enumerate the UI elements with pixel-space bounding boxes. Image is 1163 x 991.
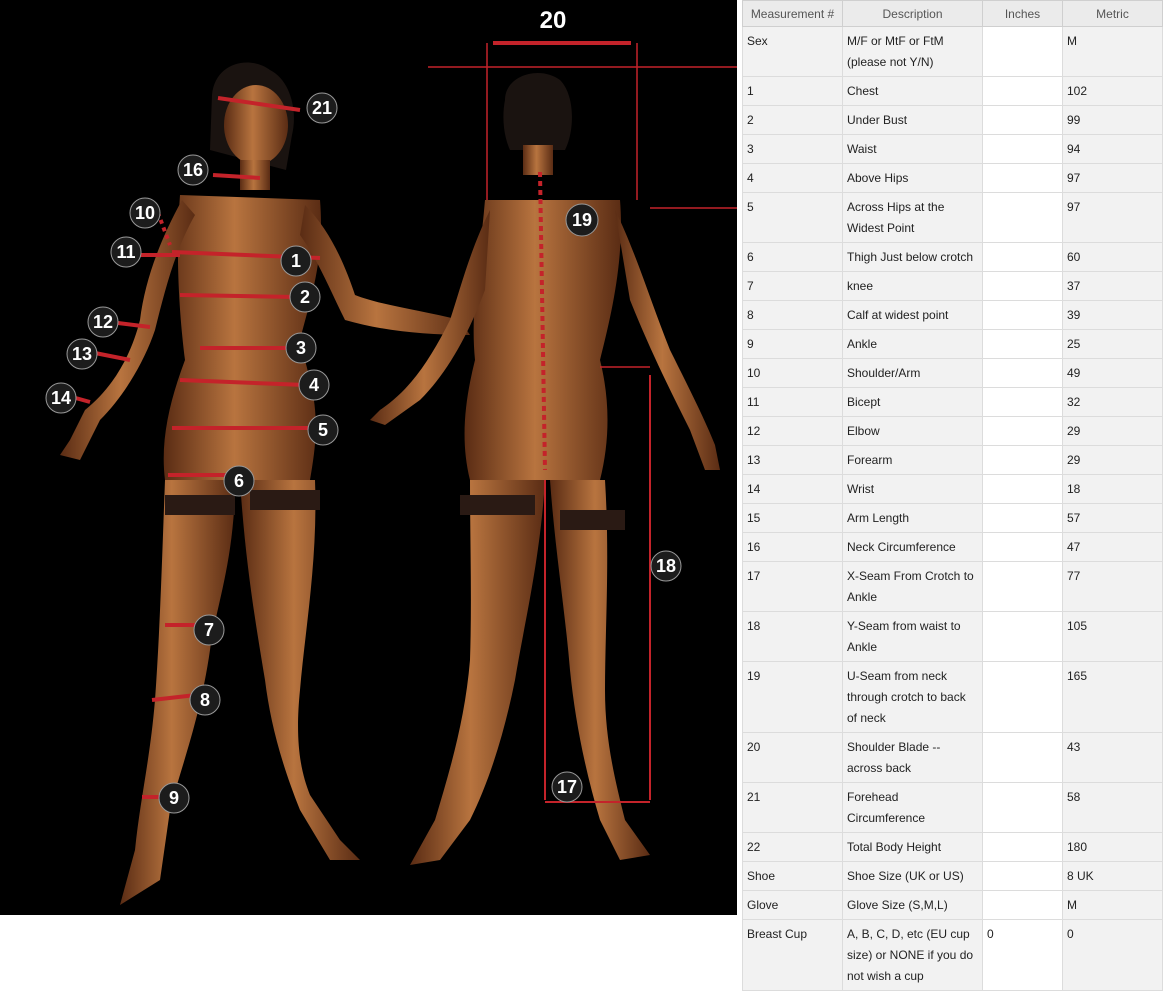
svg-text:19: 19 <box>571 210 593 230</box>
header-measurement-number: Measurement # <box>743 1 843 27</box>
cell-measurement-number: 1 <box>743 77 843 106</box>
cell-measurement-number: 18 <box>743 612 843 662</box>
cell-description: Wrist <box>843 475 983 504</box>
cell-inches[interactable] <box>983 475 1063 504</box>
table-row <box>743 193 1163 243</box>
cell-metric[interactable]: 94 <box>1063 135 1163 164</box>
cell-description: Waist <box>843 135 983 164</box>
cell-measurement-number: 15 <box>743 504 843 533</box>
front-figure <box>60 62 470 905</box>
svg-text:12: 12 <box>92 312 114 332</box>
front-stocking-band-left <box>165 495 235 515</box>
back-left-leg <box>410 480 545 865</box>
cell-metric[interactable]: 60 <box>1063 243 1163 272</box>
table-row <box>743 891 1163 920</box>
front-right-leg <box>240 480 360 860</box>
marker-7 <box>194 615 224 645</box>
cell-metric[interactable]: 165 <box>1063 662 1163 733</box>
cell-measurement-number: Sex <box>743 27 843 77</box>
marker-12 <box>88 307 118 337</box>
marker-13 <box>67 339 97 369</box>
cell-measurement-number: 7 <box>743 272 843 301</box>
table-row <box>743 562 1163 612</box>
cell-metric[interactable]: M <box>1063 27 1163 77</box>
marker-17 <box>552 772 582 802</box>
cell-metric[interactable]: 97 <box>1063 193 1163 243</box>
table-row <box>743 272 1163 301</box>
back-neck <box>523 145 553 175</box>
cell-description: U-Seam from neck through crotch to back of neck <box>843 662 983 733</box>
svg-text:3: 3 <box>295 338 307 358</box>
marker-3 <box>286 333 316 363</box>
cell-description: Thigh Just below crotch <box>843 243 983 272</box>
marker-4 <box>299 370 329 400</box>
table-row <box>743 733 1163 783</box>
marker-21 <box>307 93 337 123</box>
cell-metric[interactable]: 99 <box>1063 106 1163 135</box>
cell-measurement-number: 4 <box>743 164 843 193</box>
svg-text:16: 16 <box>182 160 204 180</box>
table-row <box>743 77 1163 106</box>
svg-text:5: 5 <box>317 420 329 440</box>
cell-description: Above Hips <box>843 164 983 193</box>
header-description: Description <box>843 1 983 27</box>
cell-inches[interactable] <box>983 359 1063 388</box>
back-torso <box>465 200 621 480</box>
marker-18 <box>651 551 681 581</box>
cell-description: Under Bust <box>843 106 983 135</box>
cell-metric[interactable]: 49 <box>1063 359 1163 388</box>
cell-measurement-number: 12 <box>743 417 843 446</box>
back-stocking-band-left <box>460 495 535 515</box>
back-right-arm <box>615 210 720 470</box>
cell-metric[interactable]: 43 <box>1063 733 1163 783</box>
cell-measurement-number: 17 <box>743 562 843 612</box>
cell-metric[interactable]: 18 <box>1063 475 1163 504</box>
cell-description: Shoe Size (UK or US) <box>843 862 983 891</box>
svg-text:17: 17 <box>556 777 578 797</box>
svg-text:21: 21 <box>311 98 333 118</box>
cell-inches[interactable] <box>983 504 1063 533</box>
table-row <box>743 135 1163 164</box>
svg-text:14: 14 <box>50 388 72 408</box>
cell-description: knee <box>843 272 983 301</box>
cell-description: Total Body Height <box>843 833 983 862</box>
cell-inches[interactable] <box>983 783 1063 833</box>
cell-measurement-number: 21 <box>743 783 843 833</box>
front-neck <box>240 160 270 190</box>
cell-metric[interactable]: 180 <box>1063 833 1163 862</box>
cell-measurement-number: 22 <box>743 833 843 862</box>
cell-description: Neck Circumference <box>843 533 983 562</box>
cell-measurement-number: Breast Cup <box>743 920 843 991</box>
svg-text:7: 7 <box>203 620 215 640</box>
cell-inches[interactable] <box>983 417 1063 446</box>
cell-description: Chest <box>843 77 983 106</box>
cell-description: Forearm <box>843 446 983 475</box>
cell-measurement-number: 19 <box>743 662 843 733</box>
cell-measurement-number: 8 <box>743 301 843 330</box>
header-inches: Inches <box>983 1 1063 27</box>
cell-measurement-number: 5 <box>743 193 843 243</box>
cell-measurement-number: 10 <box>743 359 843 388</box>
cell-description: Shoulder/Arm <box>843 359 983 388</box>
svg-text:6: 6 <box>233 471 245 491</box>
front-right-arm <box>300 205 470 335</box>
marker-5 <box>308 415 338 445</box>
table-row <box>743 833 1163 862</box>
back-stocking-band-right <box>560 510 625 530</box>
cell-metric[interactable]: 97 <box>1063 164 1163 193</box>
measure-line-13 <box>95 353 130 360</box>
cell-inches[interactable] <box>983 562 1063 612</box>
cell-measurement-number: Shoe <box>743 862 843 891</box>
cell-inches[interactable] <box>983 891 1063 920</box>
table-row <box>743 612 1163 662</box>
cell-description: M/F or MtF or FtM (please not Y/N) <box>843 27 983 77</box>
cell-measurement-number: 13 <box>743 446 843 475</box>
table-row <box>743 446 1163 475</box>
cell-inches[interactable] <box>983 330 1063 359</box>
cell-inches[interactable] <box>983 862 1063 891</box>
cell-inches[interactable] <box>983 533 1063 562</box>
measure-line-2 <box>180 295 296 297</box>
cell-measurement-number: Glove <box>743 891 843 920</box>
table-row <box>743 106 1163 135</box>
cell-inches[interactable] <box>983 193 1063 243</box>
cell-description: X-Seam From Crotch to Ankle <box>843 562 983 612</box>
cell-inches[interactable] <box>983 106 1063 135</box>
title-number-20: 20 <box>539 7 567 34</box>
cell-description: Across Hips at the Widest Point <box>843 193 983 243</box>
cell-metric[interactable]: 25 <box>1063 330 1163 359</box>
cell-measurement-number: 14 <box>743 475 843 504</box>
table-row <box>743 475 1163 504</box>
cell-inches[interactable] <box>983 446 1063 475</box>
marker-9 <box>159 783 189 813</box>
svg-text:10: 10 <box>134 203 156 223</box>
svg-text:8: 8 <box>199 690 211 710</box>
cell-inches[interactable] <box>983 243 1063 272</box>
table-row <box>743 662 1163 733</box>
cell-inches[interactable]: 0 <box>983 920 1063 991</box>
cell-measurement-number: 6 <box>743 243 843 272</box>
cell-description: Forehead Circumference <box>843 783 983 833</box>
cell-inches[interactable] <box>983 272 1063 301</box>
cell-metric[interactable]: 8 UK <box>1063 862 1163 891</box>
cell-description: A, B, C, D, etc (EU cup size) or NONE if you do not wish a cup <box>843 920 983 991</box>
marker-8 <box>190 685 220 715</box>
cell-description: Calf at widest point <box>843 301 983 330</box>
cell-description: Y-Seam from waist to Ankle <box>843 612 983 662</box>
table-row <box>743 243 1163 272</box>
cell-inches[interactable] <box>983 612 1063 662</box>
marker-11 <box>111 237 141 267</box>
cell-description: Shoulder Blade -- across back <box>843 733 983 783</box>
marker-1 <box>281 246 311 276</box>
marker-10 <box>130 198 160 228</box>
cell-inches[interactable] <box>983 388 1063 417</box>
front-stocking-band-right <box>250 490 320 510</box>
cell-inches[interactable] <box>983 662 1063 733</box>
table-body <box>743 27 1163 991</box>
cell-metric[interactable]: 77 <box>1063 562 1163 612</box>
cell-description: Ankle <box>843 330 983 359</box>
cell-inches[interactable] <box>983 164 1063 193</box>
cell-metric[interactable]: 29 <box>1063 417 1163 446</box>
marker-14 <box>46 383 76 413</box>
table-row <box>743 783 1163 833</box>
table-row <box>743 330 1163 359</box>
cell-measurement-number: 3 <box>743 135 843 164</box>
marker-16 <box>178 155 208 185</box>
cell-inches[interactable] <box>983 27 1063 77</box>
table-row <box>743 862 1163 891</box>
front-head <box>224 85 288 165</box>
table-row <box>743 388 1163 417</box>
cell-measurement-number: 11 <box>743 388 843 417</box>
cell-inches[interactable] <box>983 135 1063 164</box>
marker-19 <box>566 204 598 236</box>
cell-description: Glove Size (S,M,L) <box>843 891 983 920</box>
cell-metric[interactable]: 29 <box>1063 446 1163 475</box>
svg-text:9: 9 <box>168 788 180 808</box>
cell-metric[interactable]: M <box>1063 891 1163 920</box>
table-row <box>743 417 1163 446</box>
cell-metric[interactable]: 58 <box>1063 783 1163 833</box>
svg-text:11: 11 <box>116 242 136 262</box>
table-row <box>743 164 1163 193</box>
svg-text:18: 18 <box>655 556 677 576</box>
cell-inches[interactable] <box>983 733 1063 783</box>
measurement-table-panel <box>742 0 1129 983</box>
cell-description: Elbow <box>843 417 983 446</box>
table-row <box>743 359 1163 388</box>
header-metric: Metric <box>1063 1 1163 27</box>
svg-text:2: 2 <box>299 287 311 307</box>
cell-metric[interactable]: 105 <box>1063 612 1163 662</box>
cell-description: Bicept <box>843 388 983 417</box>
cell-metric[interactable]: 39 <box>1063 301 1163 330</box>
table-row <box>743 27 1163 77</box>
cell-metric[interactable]: 47 <box>1063 533 1163 562</box>
back-hair <box>503 73 572 150</box>
measurement-table <box>742 0 1163 991</box>
marker-6 <box>224 466 254 496</box>
cell-inches[interactable] <box>983 301 1063 330</box>
cell-measurement-number: 16 <box>743 533 843 562</box>
cell-metric[interactable]: 102 <box>1063 77 1163 106</box>
table-row <box>743 504 1163 533</box>
cell-inches[interactable] <box>983 833 1063 862</box>
table-row <box>743 533 1163 562</box>
svg-text:4: 4 <box>308 375 320 395</box>
cell-description: Arm Length <box>843 504 983 533</box>
cell-measurement-number: 20 <box>743 733 843 783</box>
cell-metric[interactable]: 57 <box>1063 504 1163 533</box>
svg-text:13: 13 <box>71 344 93 364</box>
cell-metric[interactable]: 37 <box>1063 272 1163 301</box>
marker-2 <box>290 282 320 312</box>
cell-measurement-number: 2 <box>743 106 843 135</box>
cell-measurement-number: 9 <box>743 330 843 359</box>
table-row <box>743 920 1163 991</box>
table-row <box>743 301 1163 330</box>
cell-metric[interactable]: 0 <box>1063 920 1163 991</box>
cell-metric[interactable]: 32 <box>1063 388 1163 417</box>
table-header-row <box>743 1 1163 27</box>
cell-inches[interactable] <box>983 77 1063 106</box>
svg-text:1: 1 <box>290 251 302 271</box>
